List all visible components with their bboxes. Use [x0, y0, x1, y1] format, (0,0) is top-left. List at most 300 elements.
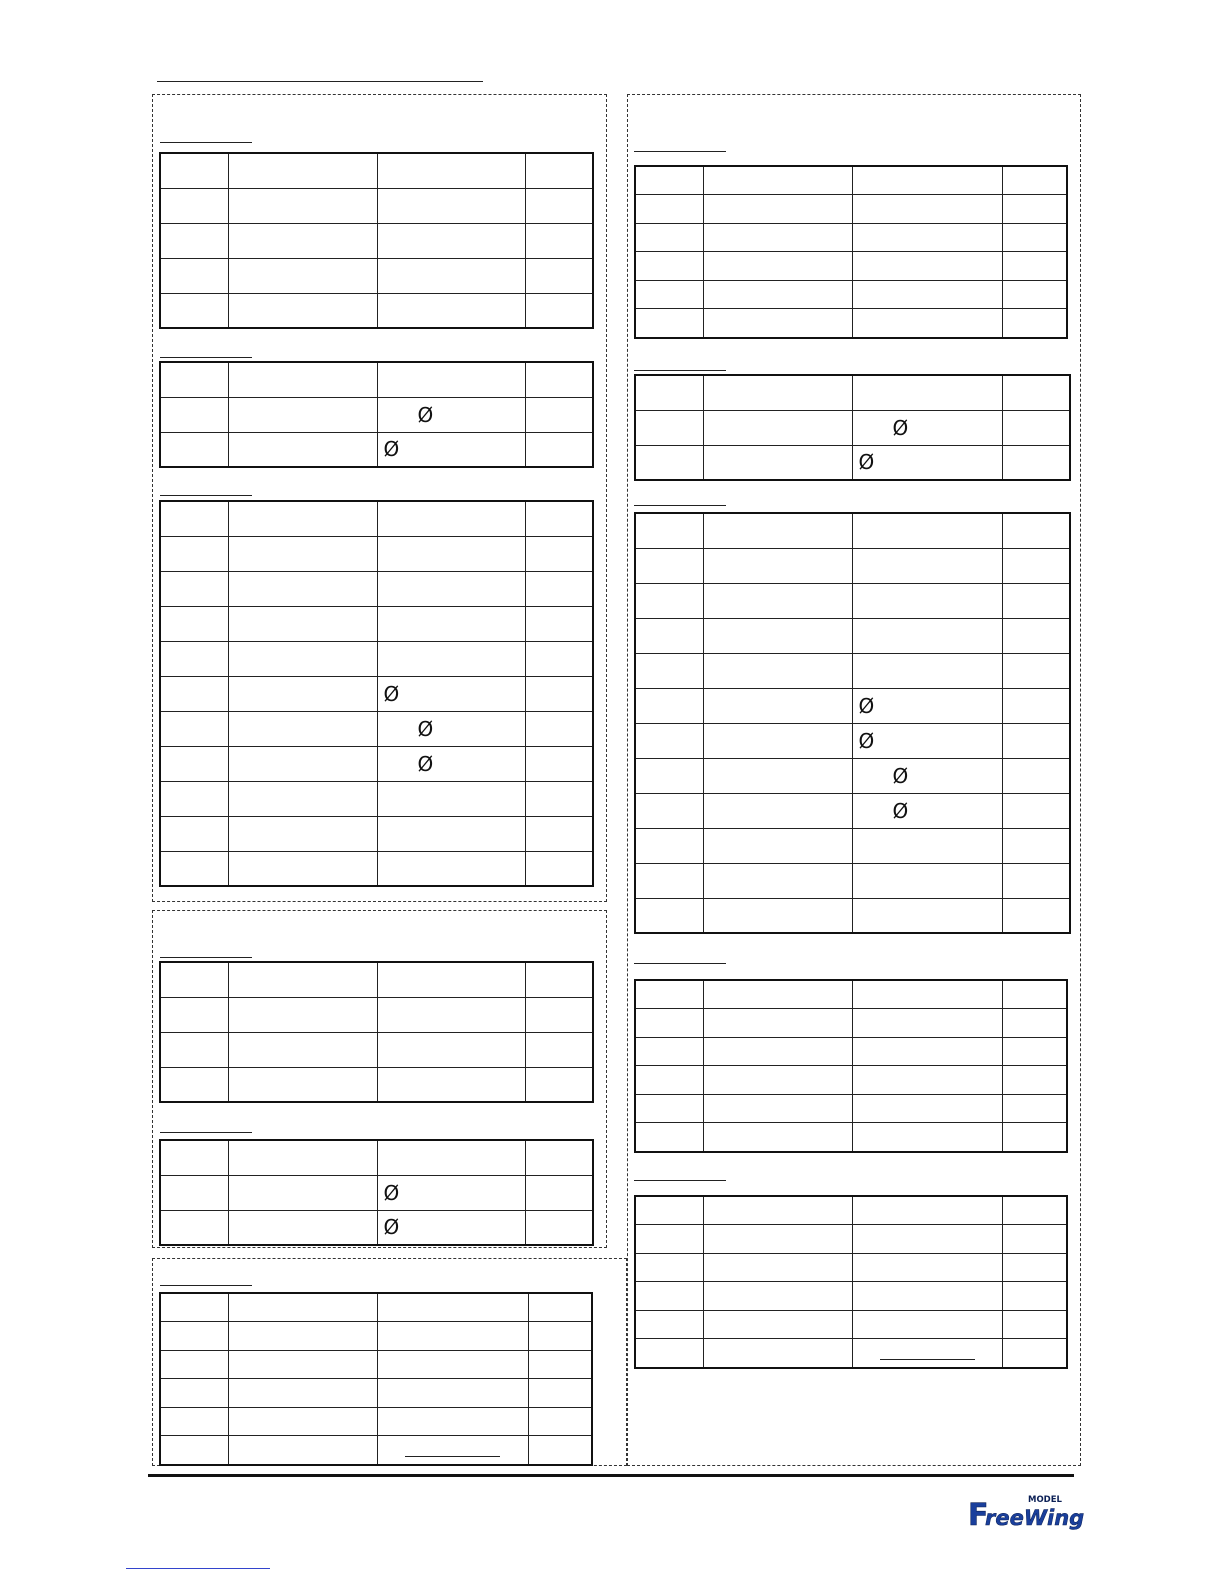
table-cell	[228, 816, 377, 851]
table-row	[160, 1067, 593, 1102]
table-cell	[160, 1379, 228, 1408]
table-cell	[852, 166, 1002, 195]
table-row	[160, 1140, 593, 1175]
table-cell	[1002, 653, 1070, 688]
table-cell	[703, 1009, 852, 1038]
table-row	[160, 153, 593, 188]
table-cell	[525, 223, 593, 258]
table-row	[635, 513, 1070, 548]
table-cell	[1002, 375, 1070, 410]
table-cell	[228, 641, 377, 676]
table-cell	[635, 1339, 703, 1368]
table-cell	[703, 1066, 852, 1095]
table-cell	[377, 188, 525, 223]
table-cell	[377, 711, 525, 746]
table-cell	[852, 1123, 1002, 1152]
table-row	[160, 641, 593, 676]
table-row	[160, 1322, 592, 1351]
table-cell	[525, 997, 593, 1032]
table-cell	[703, 898, 852, 933]
table-cell	[525, 606, 593, 641]
table-cell	[703, 1037, 852, 1066]
table-cell	[525, 711, 593, 746]
table-cell	[635, 445, 703, 480]
table-cell	[228, 781, 377, 816]
table-cell	[377, 1322, 528, 1351]
table-cell	[228, 293, 377, 328]
page-footer-rule	[148, 1474, 1074, 1477]
diameter-symbol: Ø	[383, 1215, 400, 1240]
section-title-r4	[634, 963, 726, 964]
table-row	[635, 898, 1070, 933]
table-cell	[228, 1067, 377, 1102]
table-cell	[703, 1310, 852, 1339]
table-row	[160, 397, 593, 432]
table-row	[160, 781, 593, 816]
table-cell	[525, 1140, 593, 1175]
table-row	[160, 1210, 593, 1245]
table-cell	[1002, 1037, 1067, 1066]
table-row	[160, 606, 593, 641]
table-cell	[228, 223, 377, 258]
table-cell	[852, 723, 1002, 758]
table-cell	[377, 1407, 528, 1436]
table-cell	[1002, 793, 1070, 828]
table-cell	[377, 1140, 525, 1175]
table-row	[160, 188, 593, 223]
table-cell	[852, 653, 1002, 688]
table-cell	[852, 618, 1002, 653]
table-cell	[852, 1225, 1002, 1254]
table-row	[160, 816, 593, 851]
table-cell	[703, 863, 852, 898]
table-cell	[228, 676, 377, 711]
table-cell	[377, 1350, 528, 1379]
table-cell	[525, 641, 593, 676]
table-cell	[525, 1175, 593, 1210]
table-row	[635, 1196, 1067, 1225]
table-row	[160, 997, 593, 1032]
table-cell	[525, 293, 593, 328]
table-cell	[377, 1210, 525, 1245]
table-cell	[852, 1037, 1002, 1066]
table-cell	[1002, 166, 1067, 195]
spec-table-r1	[634, 165, 1068, 339]
table-row	[635, 375, 1070, 410]
table-row	[635, 195, 1067, 224]
table-cell	[525, 397, 593, 432]
diameter-symbol: Ø	[892, 415, 909, 440]
table-cell	[228, 606, 377, 641]
table-cell	[703, 828, 852, 863]
table-cell	[703, 445, 852, 480]
table-cell	[228, 432, 377, 467]
table-cell	[160, 153, 228, 188]
table-cell	[525, 501, 593, 536]
table-cell	[1002, 688, 1070, 723]
table-cell	[852, 223, 1002, 252]
table-cell	[1002, 1094, 1067, 1123]
table-row	[160, 1032, 593, 1067]
table-cell	[635, 1009, 703, 1038]
table-cell	[228, 258, 377, 293]
table-cell	[377, 962, 525, 997]
diameter-symbol: Ø	[892, 763, 909, 788]
spec-table-r4	[634, 979, 1068, 1153]
table-cell	[377, 397, 525, 432]
table-row	[635, 445, 1070, 480]
table-cell	[703, 410, 852, 445]
table-cell	[160, 816, 228, 851]
table-cell	[160, 188, 228, 223]
table-cell	[635, 653, 703, 688]
table-cell	[635, 618, 703, 653]
table-cell	[1002, 309, 1067, 338]
table-row	[635, 1253, 1067, 1282]
table-cell	[852, 793, 1002, 828]
spec-table-r5	[634, 1195, 1068, 1369]
table-cell	[160, 1175, 228, 1210]
table-cell	[228, 153, 377, 188]
table-cell	[160, 536, 228, 571]
table-cell	[160, 676, 228, 711]
table-cell	[703, 723, 852, 758]
table-cell	[377, 1032, 525, 1067]
table-cell	[377, 781, 525, 816]
table-row	[160, 432, 593, 467]
section-title-b2	[160, 1132, 252, 1133]
table-cell	[525, 816, 593, 851]
table-cell	[852, 583, 1002, 618]
table-cell	[1002, 758, 1070, 793]
table-cell	[703, 280, 852, 309]
table-row	[635, 1339, 1067, 1368]
table-cell	[377, 293, 525, 328]
table-row	[635, 1009, 1067, 1038]
table-row	[635, 1123, 1067, 1152]
table-row	[635, 618, 1070, 653]
diameter-symbol: Ø	[417, 716, 434, 741]
table-cell	[160, 293, 228, 328]
table-cell	[525, 536, 593, 571]
table-cell	[852, 1339, 1002, 1368]
table-row	[635, 863, 1070, 898]
table-cell	[228, 362, 377, 397]
table-cell	[160, 1067, 228, 1102]
table-cell	[703, 1282, 852, 1311]
table-row	[635, 653, 1070, 688]
spec-table-r3	[634, 512, 1071, 934]
table-cell	[635, 166, 703, 195]
table-cell	[228, 1350, 377, 1379]
table-cell	[635, 223, 703, 252]
table-cell	[703, 223, 852, 252]
table-cell	[852, 688, 1002, 723]
table-cell	[635, 410, 703, 445]
table-cell	[703, 513, 852, 548]
table-cell	[852, 1196, 1002, 1225]
table-cell	[525, 676, 593, 711]
table-row	[160, 258, 593, 293]
footer-link[interactable]	[126, 1568, 270, 1569]
table-cell	[1002, 828, 1070, 863]
table-cell	[852, 1282, 1002, 1311]
table-row	[635, 1225, 1067, 1254]
table-row	[160, 501, 593, 536]
table-cell	[228, 1322, 377, 1351]
fill-in-underline	[880, 1347, 975, 1360]
table-cell	[635, 688, 703, 723]
table-cell	[703, 793, 852, 828]
diameter-symbol: Ø	[858, 450, 875, 475]
table-cell	[635, 723, 703, 758]
diameter-symbol: Ø	[383, 681, 400, 706]
table-cell	[228, 1210, 377, 1245]
table-cell	[703, 618, 852, 653]
table-cell	[635, 980, 703, 1009]
table-cell	[1002, 513, 1070, 548]
table-cell	[1002, 445, 1070, 480]
table-cell	[852, 280, 1002, 309]
table-cell	[703, 375, 852, 410]
diameter-symbol: Ø	[383, 437, 400, 462]
table-cell	[703, 583, 852, 618]
table-cell	[635, 1123, 703, 1152]
table-cell	[228, 501, 377, 536]
table-cell	[377, 997, 525, 1032]
table-row	[160, 536, 593, 571]
table-cell	[635, 793, 703, 828]
table-cell	[635, 1282, 703, 1311]
table-row	[635, 223, 1067, 252]
table-cell	[377, 1379, 528, 1408]
table-row	[635, 793, 1070, 828]
table-cell	[377, 676, 525, 711]
table-cell	[852, 1253, 1002, 1282]
table-cell	[160, 851, 228, 886]
logo-initial: F	[968, 1498, 989, 1533]
table-cell	[635, 863, 703, 898]
table-cell	[525, 153, 593, 188]
table-cell	[160, 397, 228, 432]
table-row	[635, 410, 1070, 445]
table-cell	[1002, 1339, 1067, 1368]
fill-in-underline	[405, 1444, 500, 1457]
table-cell	[525, 1067, 593, 1102]
table-cell	[228, 397, 377, 432]
table-cell	[1002, 863, 1070, 898]
table-cell	[377, 223, 525, 258]
section-title-a2	[160, 357, 252, 358]
table-cell	[703, 1339, 852, 1368]
table-cell	[228, 997, 377, 1032]
table-cell	[852, 375, 1002, 410]
table-cell	[635, 513, 703, 548]
table-row	[635, 583, 1070, 618]
table-cell	[228, 188, 377, 223]
table-cell	[228, 746, 377, 781]
table-cell	[635, 1094, 703, 1123]
table-row	[635, 723, 1070, 758]
table-cell	[703, 758, 852, 793]
diameter-symbol: Ø	[383, 1180, 400, 1205]
section-title-b1	[160, 957, 252, 958]
table-cell	[703, 195, 852, 224]
table-row	[160, 1407, 592, 1436]
table-row	[635, 252, 1067, 281]
diameter-symbol: Ø	[858, 693, 875, 718]
table-cell	[635, 1310, 703, 1339]
table-cell	[1002, 548, 1070, 583]
table-cell	[703, 1225, 852, 1254]
table-row	[635, 980, 1067, 1009]
table-cell	[1002, 1123, 1067, 1152]
spec-table-r2	[634, 374, 1071, 481]
table-cell	[635, 1196, 703, 1225]
table-cell	[377, 1293, 528, 1322]
table-cell	[160, 1407, 228, 1436]
section-title-r5	[634, 1180, 726, 1181]
table-cell	[228, 962, 377, 997]
table-cell	[377, 641, 525, 676]
section-title-a1	[160, 142, 252, 143]
table-cell	[228, 1175, 377, 1210]
table-cell	[525, 258, 593, 293]
table-cell	[160, 362, 228, 397]
table-cell	[852, 445, 1002, 480]
section-title-r2	[634, 370, 726, 371]
table-cell	[377, 153, 525, 188]
table-cell	[635, 1225, 703, 1254]
table-cell	[228, 851, 377, 886]
table-row	[160, 223, 593, 258]
table-cell	[1002, 280, 1067, 309]
spec-table-a1	[159, 152, 594, 329]
table-row	[635, 309, 1067, 338]
table-cell	[160, 997, 228, 1032]
table-cell	[377, 816, 525, 851]
table-cell	[377, 1175, 525, 1210]
table-cell	[852, 1310, 1002, 1339]
table-cell	[635, 280, 703, 309]
table-row	[160, 1350, 592, 1379]
table-row	[160, 851, 593, 886]
table-cell	[228, 571, 377, 606]
table-cell	[160, 711, 228, 746]
table-cell	[703, 309, 852, 338]
table-cell	[160, 501, 228, 536]
table-cell	[635, 252, 703, 281]
diameter-symbol: Ø	[892, 798, 909, 823]
table-cell	[635, 1037, 703, 1066]
table-cell	[525, 1210, 593, 1245]
table-cell	[160, 746, 228, 781]
table-cell	[635, 1066, 703, 1095]
table-cell	[160, 1293, 228, 1322]
table-cell	[377, 746, 525, 781]
table-cell	[1002, 898, 1070, 933]
table-cell	[377, 258, 525, 293]
table-cell	[1002, 1310, 1067, 1339]
table-cell	[1002, 980, 1067, 1009]
table-cell	[525, 432, 593, 467]
logo-text: reeWing	[985, 1506, 1085, 1530]
table-cell	[528, 1379, 592, 1408]
section-title-r1	[634, 151, 726, 152]
table-cell	[703, 548, 852, 583]
table-cell	[703, 1123, 852, 1152]
table-cell	[635, 309, 703, 338]
table-cell	[528, 1322, 592, 1351]
table-cell	[377, 571, 525, 606]
table-cell	[228, 1032, 377, 1067]
table-cell	[635, 195, 703, 224]
table-cell	[160, 1436, 228, 1465]
table-cell	[1002, 1253, 1067, 1282]
table-cell	[703, 166, 852, 195]
table-cell	[703, 1196, 852, 1225]
table-cell	[635, 548, 703, 583]
table-cell	[525, 851, 593, 886]
table-cell	[160, 1140, 228, 1175]
table-cell	[528, 1436, 592, 1465]
table-cell	[852, 309, 1002, 338]
table-cell	[703, 688, 852, 723]
table-cell	[525, 962, 593, 997]
table-cell	[377, 1436, 528, 1465]
table-row	[160, 1436, 592, 1465]
table-row	[635, 1094, 1067, 1123]
table-cell	[160, 1210, 228, 1245]
table-row	[635, 828, 1070, 863]
table-cell	[1002, 583, 1070, 618]
table-cell	[635, 583, 703, 618]
table-cell	[1002, 1066, 1067, 1095]
table-row	[635, 688, 1070, 723]
diameter-symbol: Ø	[858, 728, 875, 753]
table-cell	[160, 962, 228, 997]
section-title-c1	[160, 1285, 252, 1286]
table-cell	[703, 252, 852, 281]
spec-table-a3	[159, 500, 594, 887]
table-cell	[852, 1094, 1002, 1123]
table-cell	[852, 513, 1002, 548]
table-cell	[525, 571, 593, 606]
table-cell	[377, 501, 525, 536]
table-cell	[852, 863, 1002, 898]
table-cell	[228, 536, 377, 571]
table-cell	[635, 758, 703, 793]
diameter-symbol: Ø	[417, 751, 434, 776]
spec-table-c1	[159, 1292, 593, 1466]
table-cell	[852, 1066, 1002, 1095]
table-cell	[528, 1350, 592, 1379]
diameter-symbol: Ø	[417, 402, 434, 427]
table-cell	[228, 1407, 377, 1436]
table-cell	[852, 828, 1002, 863]
table-cell	[160, 223, 228, 258]
table-cell	[1002, 1196, 1067, 1225]
table-row	[160, 676, 593, 711]
table-row	[160, 711, 593, 746]
table-cell	[525, 188, 593, 223]
table-cell	[160, 1322, 228, 1351]
table-row	[160, 1379, 592, 1408]
page-header-rule	[157, 81, 483, 82]
table-row	[635, 1066, 1067, 1095]
table-cell	[160, 571, 228, 606]
table-cell	[1002, 195, 1067, 224]
